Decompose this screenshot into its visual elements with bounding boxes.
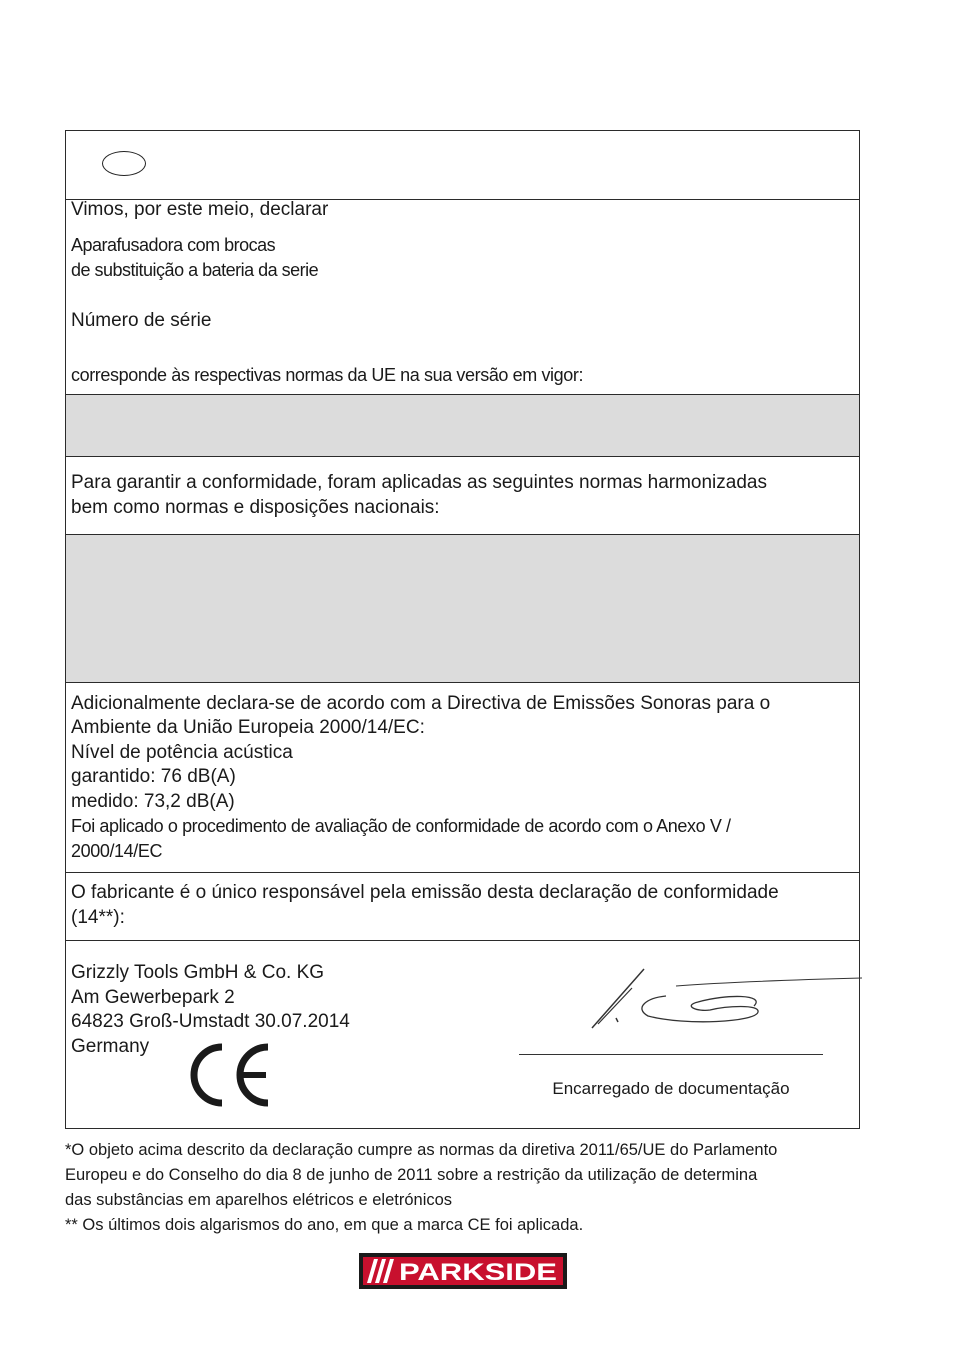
declaration-row bbox=[66, 200, 859, 395]
noise-line1: Adicionalmente declara-se de acordo com a Directiva de Emissões Sonoras para o bbox=[71, 693, 771, 714]
responsibility-row bbox=[66, 873, 859, 941]
guaranteed-level: garantido: 76 dB(A) bbox=[71, 766, 236, 787]
product-name-line1: Aparafusadora com brocas bbox=[71, 235, 276, 255]
eu-directives-box bbox=[66, 395, 859, 457]
procedure-line2: 2000/14/EC bbox=[71, 841, 163, 861]
footnote-line4: ** Os últimos dois algarismos do ano, em que a marca CE foi aplicada. bbox=[65, 1216, 584, 1234]
standards-line1: Para garantir a conformidade, foram aplicadas as seguintes normas harmonizadas bbox=[71, 472, 767, 493]
noise-line2: Ambiente da União Europeia 2000/14/EC: bbox=[71, 717, 425, 738]
procedure-line1: Foi aplicado o procedimento de avaliação de conformidade de acordo com o Anexo V / bbox=[71, 816, 731, 836]
standards-list-box bbox=[66, 535, 859, 683]
footnote-line3: das substâncias em aparelhos elétricos e eletrónicos bbox=[65, 1191, 453, 1209]
standards-row bbox=[66, 457, 859, 535]
serial-number-label: Número de série bbox=[71, 310, 212, 331]
manufacturer-name: Grizzly Tools GmbH & Co. KG bbox=[71, 962, 325, 983]
responsibility-line1: O fabricante é o único responsável pela emissão desta declaração de conformidade bbox=[71, 882, 779, 903]
manufacturer-country: Germany bbox=[71, 1036, 150, 1057]
measured-level: medido: 73,2 dB(A) bbox=[71, 791, 235, 812]
eu-norms-text: corresponde às respectivas normas da UE na sua versão em vigor: bbox=[71, 365, 584, 385]
signature-line bbox=[519, 1054, 823, 1055]
parkside-logo bbox=[359, 1253, 567, 1289]
manufacturer-city-date: 64823 Groß-Umstadt 30.07.2014 bbox=[71, 1011, 350, 1032]
footnote-line2: Europeu e do Conselho do dia 8 de junho de 2011 sobre a restrição da utilização de determina bbox=[65, 1166, 758, 1184]
header-row bbox=[66, 131, 859, 200]
handwritten-signature bbox=[586, 966, 866, 1036]
noise-line3: Nível de potência acústica bbox=[71, 742, 293, 763]
ce-mark-icon bbox=[186, 1039, 272, 1111]
parkside-logo-text: PARKSIDE bbox=[399, 1259, 557, 1286]
footnote-line1: *O objeto acima descrito da declaração cumpre as normas da diretiva 2011/65/UE do Parlamento bbox=[65, 1141, 778, 1159]
intro-text: Vimos, por este meio, declarar bbox=[71, 199, 329, 220]
language-code-oval bbox=[102, 151, 146, 176]
signature-caption: Encarregado de documentação bbox=[552, 1079, 790, 1098]
noise-row bbox=[66, 683, 859, 873]
manufacturer-street: Am Gewerbepark 2 bbox=[71, 987, 235, 1008]
footnotes bbox=[65, 1138, 865, 1238]
product-name-line2: de substituição a bateria da serie bbox=[71, 260, 319, 280]
standards-line2: bem como normas e disposições nacionais: bbox=[71, 497, 440, 518]
declaration-frame bbox=[65, 130, 860, 1129]
responsibility-line2: (14**): bbox=[71, 907, 125, 928]
